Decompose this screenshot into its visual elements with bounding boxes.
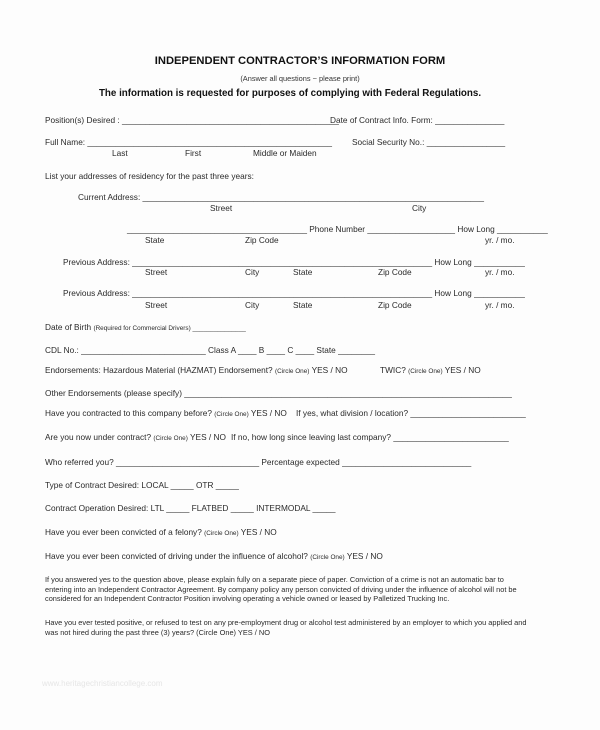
conviction-paragraph-line: If you answered yes to the question above, please explain fully on a separate piece of paper. Conviction of a crime is not an automatic bar to [45,575,504,584]
hazmat-yes-no[interactable]: YES / NO [311,365,348,375]
contracted-before-question [45,408,287,420]
twic-question [380,365,481,377]
watermark: www.heritagechristiancollege.com [42,679,163,688]
dob-label: Date of Birth [45,322,92,332]
hazmat-label: Endorsements: Hazardous Material (HAZMAT) Endorsement? [45,365,273,375]
under-contract-label: Are you now under contract? [45,432,152,442]
form-title: INDEPENDENT CONTRACTOR’S INFORMATION FORM [154,55,446,67]
circle-one-note: (Circle One) [274,368,310,375]
prev2-state-label: State [293,300,313,310]
dob-blank[interactable]: _______________ [190,325,246,332]
felony-question [45,527,277,539]
referred-by-field[interactable]: Who referred you? _______________________________ Percentage expected ____________________________ [45,457,472,467]
circle-one-note: (Circle One) [310,554,345,561]
dui-question [45,551,383,563]
prev2-yrmo-label: yr. / mo. [485,300,515,310]
cdl-field[interactable]: CDL No.: ___________________________ Class A ____ B ____ C ____ State ________ [45,345,375,355]
name-sub-middle: Middle or Maiden [253,148,317,158]
name-sub-last: Last [112,148,128,158]
positions-desired-field[interactable]: Position(s) Desired : _______________________________________________ [45,115,339,125]
circle-one-note: (Circle One) [214,411,249,418]
addresses-heading: List your addresses of residency for the past three years: [45,171,254,181]
under-contract-yes-no[interactable]: YES / NO [190,432,226,442]
current-street-label: Street [210,203,233,213]
prev2-zip-label: Zip Code [378,300,412,310]
conviction-paragraph [45,575,517,604]
prev1-street-label: Street [145,267,168,277]
form-subtitle: (Answer all questions ~ please print) [240,74,360,83]
drug-test-paragraph [45,618,526,637]
drug-test-line[interactable]: was not hired during the past three (3) years? (Circle One) YES / NO [45,627,270,637]
prev1-city-label: City [245,267,260,277]
under-contract-question [45,432,226,444]
current-city-label: City [412,203,427,213]
dob-note: (Required for Commercial Drivers) [93,325,191,332]
contracted-label: Have you contracted to this company before? [45,408,212,418]
previous-address-2-field[interactable]: Previous Address: _________________________________________________________________ How Long ___________ [63,288,525,298]
contracted-yes-no[interactable]: YES / NO [250,408,287,418]
current-zip-label: Zip Code [245,235,279,245]
twic-label: TWIC? [380,365,406,375]
conviction-paragraph-line: entering into an Independent Contractor Agreement. By company policy any person convicted of driving under the influence of alcohol will not be [45,584,517,594]
conviction-paragraph-line: considered for an Independent Contractor Position involving operating a vehicle owned or leased by Palletized Trucking Inc. [45,594,450,604]
dui-yes-no[interactable]: YES / NO [346,551,383,561]
felony-label: Have you ever been convicted of a felony? [45,527,202,537]
previous-address-1-field[interactable]: Previous Address: _________________________________________________________________ How Long ___________ [63,257,525,267]
current-yrmo-label: yr. / mo. [485,235,515,245]
hazmat-question [45,365,348,377]
twic-yes-no[interactable]: YES / NO [444,365,481,375]
felony-yes-no[interactable]: YES / NO [240,527,277,537]
how-long-since-field[interactable]: If no, how long since leaving last company? _________________________ [231,432,509,442]
dob-field[interactable] [45,322,246,334]
circle-one-note: (Circle One) [153,435,188,442]
contract-operation-field[interactable]: Contract Operation Desired: LTL _____ FLATBED _____ INTERMODAL _____ [45,503,336,513]
current-state-label: State [145,235,165,245]
circle-one-note: (Circle One) [408,368,443,375]
name-sub-first: First [185,148,202,158]
ssn-field[interactable]: Social Security No.: _________________ [352,137,506,147]
form-intro: The information is requested for purposes of complying with Federal Regulations. [98,88,482,99]
current-state-phone-field[interactable]: _______________________________________ Phone Number ___________________ How Long ___________ [127,224,548,234]
prev1-zip-label: Zip Code [378,267,412,277]
prev2-street-label: Street [145,300,168,310]
prev1-yrmo-label: yr. / mo. [485,267,515,277]
current-address-field[interactable]: Current Address: __________________________________________________________________________ [78,192,485,202]
prev2-city-label: City [245,300,260,310]
dui-label: Have you ever been convicted of driving under the influence of alcohol? [45,551,308,561]
date-of-form-field[interactable]: Date of Contract Info. Form: _______________ [330,115,505,125]
drug-test-line: Have you ever tested positive, or refused to test on any pre-employment drug or alcohol test administered by an employer to which you applied and [45,618,527,627]
division-location-field[interactable]: If yes, what division / location? _________________________ [296,408,526,418]
other-endorsements-field[interactable]: Other Endorsements (please specify) _______________________________________________________________________ [45,388,512,398]
prev1-state-label: State [293,267,313,277]
circle-one-note: (Circle One) [204,530,239,537]
full-name-field[interactable]: Full Name: _____________________________________________________ [45,137,332,147]
type-of-contract-field[interactable]: Type of Contract Desired: LOCAL _____ OTR _____ [45,480,239,490]
